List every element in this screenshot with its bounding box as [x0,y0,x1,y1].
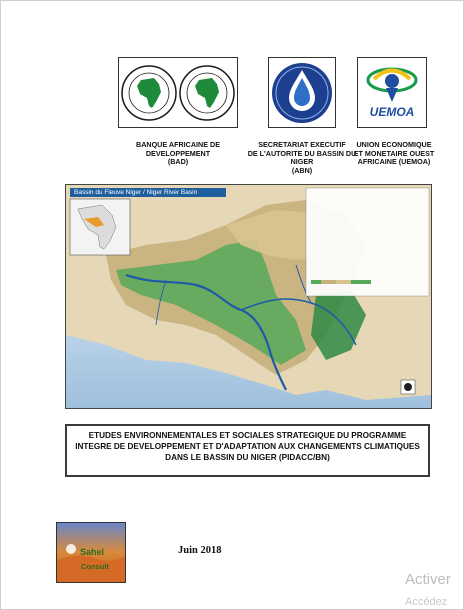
activation-watermark-line2: Accédez [405,596,448,608]
consultant-logo [56,522,126,583]
document-date: Juin 2018 [178,545,222,556]
logo-text-line2: Consult [81,562,109,571]
uemoa-emblem-icon [358,58,426,127]
org-label-uemoa: UNION ECONOMIQUE ET MONETAIRE OUEST AFRICAINE (UEMOA) [353,140,435,167]
map-title: Bassin du Fleuve Niger / Niger River Basin [70,188,226,197]
uemoa-logo [357,57,427,128]
niger-basin-map [65,184,432,409]
water-drop-emblem-icon [269,58,335,127]
logo-text-line1: Sahel [79,547,105,557]
africa-map-icon [119,58,237,127]
org-label-abn: SECRETARIAT EXECUTIF DE L'AUTORITE DU BASSIN DU NIGER (ABN) [247,140,357,175]
document-title: ETUDES ENVIRONNEMENTALES ET SOCIALES STRATEGIQUE DU PROGRAMME INTEGRE DE DEVELOPPEMENT ET D'ADAPTATION AUX CHANGEMENTS CLIMATIQUES DANS LE BASSIN DU NIGER (PIDACC/BN) [65,424,430,477]
activation-watermark-line1: Activer [405,571,451,588]
uemoa-logo-text: UEMOA [369,105,415,119]
bad-logo [118,57,238,128]
sahel-consult-logo-icon [57,523,125,582]
abn-logo [268,57,336,128]
org-label-bad: BANQUE AFRICAINE DE DEVELOPPEMENT (BAD) [136,140,220,167]
basin-map-image [66,185,431,408]
